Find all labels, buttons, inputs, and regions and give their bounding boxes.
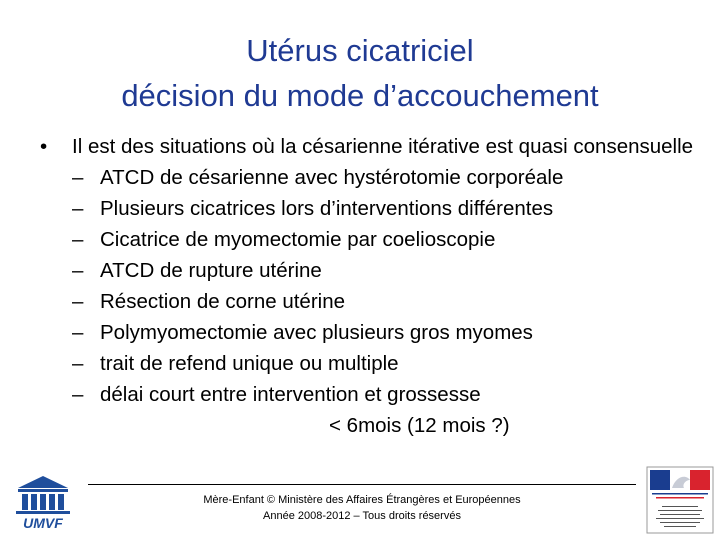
ministere-logo: [646, 466, 714, 534]
main-bullet: [40, 131, 700, 162]
footer-years: Année 2008-2012 – Tous droits réservés: [263, 510, 461, 522]
slide-body: [40, 131, 700, 441]
bullet-text: Il est des situations où la césarienne itérative est quasi consensuelle: [72, 135, 694, 158]
dash-marker: –: [72, 290, 84, 313]
sub-item-text: trait de refend unique ou multiple: [100, 352, 399, 375]
marianne-icon: [646, 466, 714, 534]
dash-marker: –: [72, 383, 84, 406]
sub-item-text: Plusieurs cicatrices lors d’interventions différentes: [100, 197, 554, 220]
sub-item-text: Résection de corne utérine: [100, 290, 346, 313]
sub-item: [72, 379, 700, 410]
umvf-building-icon: [12, 474, 74, 530]
dash-marker: –: [72, 197, 84, 220]
dash-marker: –: [72, 352, 84, 375]
sub-item-text: ATCD de césarienne avec hystérotomie corporéale: [100, 166, 564, 189]
sub-item: [72, 224, 700, 255]
bullet-dot: •: [40, 135, 48, 158]
umvf-logo: [12, 474, 74, 530]
sub-item: [72, 255, 700, 286]
umvf-logo-text: UMVF: [23, 515, 63, 530]
sub-item: [72, 286, 700, 317]
delay-note: < 6mois (12 mois ?): [329, 414, 510, 437]
title-line-2: décision du mode d’accouchement: [121, 78, 599, 113]
footer-rule: [88, 484, 636, 485]
footer-copyright: Mère-Enfant © Ministère des Affaires Étrangères et Européennes: [203, 494, 521, 506]
dash-marker: –: [72, 166, 84, 189]
sub-item-text: Polymyomectomie avec plusieurs gros myomes: [100, 321, 533, 344]
dash-marker: –: [72, 259, 84, 282]
footer: [88, 492, 636, 524]
sub-item: [72, 348, 700, 379]
sub-item: [72, 162, 700, 193]
sub-list: [72, 162, 700, 410]
slide-title: [0, 28, 720, 118]
sub-item-text: ATCD de rupture utérine: [100, 259, 322, 282]
sub-item-text: Cicatrice de myomectomie par coelioscopie: [100, 228, 496, 251]
sub-item-text: délai court entre intervention et grossesse: [100, 383, 481, 406]
dash-marker: –: [72, 321, 84, 344]
sub-item: [72, 193, 700, 224]
dash-marker: –: [72, 228, 84, 251]
sub-item: [72, 317, 700, 348]
title-line-1: Utérus cicatriciel: [246, 33, 474, 68]
